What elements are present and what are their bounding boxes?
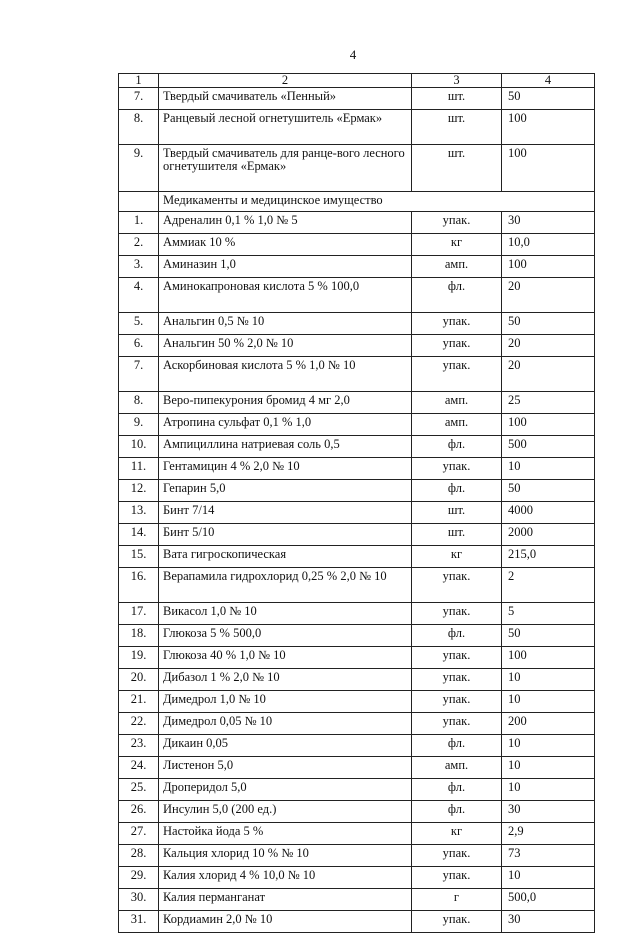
item-unit: упак. xyxy=(412,845,502,867)
item-quantity: 100 xyxy=(502,145,595,192)
table-row xyxy=(119,414,595,436)
section-header-row xyxy=(119,192,595,212)
item-name: Гентамицин 4 % 2,0 № 10 xyxy=(159,458,412,480)
row-number: 26. xyxy=(119,801,159,823)
item-quantity: 50 xyxy=(502,313,595,335)
item-unit: упак. xyxy=(412,603,502,625)
item-quantity: 25 xyxy=(502,392,595,414)
table-row xyxy=(119,713,595,735)
item-name: Твердый смачиватель для ранце-вого лесного огнетушителя «Ермак» xyxy=(159,145,412,192)
item-unit: упак. xyxy=(412,713,502,735)
row-number: 31. xyxy=(119,911,159,933)
item-name: Анальгин 0,5 № 10 xyxy=(159,313,412,335)
item-unit: кг xyxy=(412,234,502,256)
table-row xyxy=(119,335,595,357)
table-row xyxy=(119,911,595,933)
item-name: Бинт 7/14 xyxy=(159,502,412,524)
item-name: Листенон 5,0 xyxy=(159,757,412,779)
row-number: 9. xyxy=(119,145,159,192)
row-number: 17. xyxy=(119,603,159,625)
item-unit: амп. xyxy=(412,414,502,436)
row-number: 7. xyxy=(119,88,159,110)
table-row xyxy=(119,867,595,889)
item-unit: упак. xyxy=(412,568,502,603)
table-row xyxy=(119,145,595,192)
item-quantity: 30 xyxy=(502,212,595,234)
column-header-name: 2 xyxy=(159,74,412,88)
item-quantity: 73 xyxy=(502,845,595,867)
item-quantity: 100 xyxy=(502,414,595,436)
item-unit: фл. xyxy=(412,278,502,313)
row-number: 3. xyxy=(119,256,159,278)
item-unit: упак. xyxy=(412,313,502,335)
item-name: Калия перманганат xyxy=(159,889,412,911)
table-row xyxy=(119,502,595,524)
item-name: Верапамила гидрохлорид 0,25 % 2,0 № 10 xyxy=(159,568,412,603)
table-row xyxy=(119,757,595,779)
row-number: 15. xyxy=(119,546,159,568)
item-unit: фл. xyxy=(412,480,502,502)
item-quantity: 200 xyxy=(502,713,595,735)
table-row xyxy=(119,436,595,458)
item-name: Ранцевый лесной огнетушитель «Ермак» xyxy=(159,110,412,145)
table-row xyxy=(119,278,595,313)
row-number: 8. xyxy=(119,392,159,414)
item-name: Веро-пипекурония бромид 4 мг 2,0 xyxy=(159,392,412,414)
table-row xyxy=(119,256,595,278)
row-number: 2. xyxy=(119,234,159,256)
section-number-cell xyxy=(119,192,159,212)
item-unit: фл. xyxy=(412,779,502,801)
table-row xyxy=(119,546,595,568)
table-row xyxy=(119,234,595,256)
row-number: 25. xyxy=(119,779,159,801)
item-name: Калия хлорид 4 % 10,0 № 10 xyxy=(159,867,412,889)
item-quantity: 100 xyxy=(502,647,595,669)
table-row xyxy=(119,625,595,647)
row-number: 4. xyxy=(119,278,159,313)
table-row xyxy=(119,889,595,911)
item-name: Гепарин 5,0 xyxy=(159,480,412,502)
supply-table xyxy=(118,73,595,933)
row-number: 20. xyxy=(119,669,159,691)
table-row xyxy=(119,845,595,867)
item-name: Ампициллина натриевая соль 0,5 xyxy=(159,436,412,458)
item-unit: шт. xyxy=(412,524,502,546)
row-number: 23. xyxy=(119,735,159,757)
item-quantity: 30 xyxy=(502,801,595,823)
row-number: 18. xyxy=(119,625,159,647)
table-row xyxy=(119,779,595,801)
item-name: Кальция хлорид 10 % № 10 xyxy=(159,845,412,867)
row-number: 21. xyxy=(119,691,159,713)
item-quantity: 50 xyxy=(502,625,595,647)
row-number: 9. xyxy=(119,414,159,436)
item-quantity: 500 xyxy=(502,436,595,458)
item-unit: упак. xyxy=(412,335,502,357)
item-name: Адреналин 0,1 % 1,0 № 5 xyxy=(159,212,412,234)
item-quantity: 50 xyxy=(502,88,595,110)
item-quantity: 500,0 xyxy=(502,889,595,911)
item-quantity: 20 xyxy=(502,335,595,357)
item-quantity: 10 xyxy=(502,669,595,691)
item-unit: амп. xyxy=(412,256,502,278)
section-title: Медикаменты и медицинское имущество xyxy=(159,192,595,212)
table-row xyxy=(119,480,595,502)
table-row xyxy=(119,88,595,110)
row-number: 28. xyxy=(119,845,159,867)
column-header-unit: 3 xyxy=(412,74,502,88)
page-number: 4 xyxy=(349,47,357,62)
table-row xyxy=(119,691,595,713)
row-number: 11. xyxy=(119,458,159,480)
item-quantity: 10 xyxy=(502,735,595,757)
table-header-row xyxy=(119,74,595,88)
row-number: 16. xyxy=(119,568,159,603)
item-name: Анальгин 50 % 2,0 № 10 xyxy=(159,335,412,357)
row-number: 10. xyxy=(119,436,159,458)
table-row xyxy=(119,212,595,234)
item-unit: кг xyxy=(412,823,502,845)
item-unit: упак. xyxy=(412,458,502,480)
row-number: 8. xyxy=(119,110,159,145)
item-quantity: 5 xyxy=(502,603,595,625)
table-row xyxy=(119,524,595,546)
item-quantity: 10 xyxy=(502,867,595,889)
row-number: 14. xyxy=(119,524,159,546)
table-row xyxy=(119,823,595,845)
item-name: Атропина сульфат 0,1 % 1,0 xyxy=(159,414,412,436)
item-name: Глюкоза 40 % 1,0 № 10 xyxy=(159,647,412,669)
item-unit: упак. xyxy=(412,212,502,234)
item-name: Кордиамин 2,0 № 10 xyxy=(159,911,412,933)
table-row xyxy=(119,357,595,392)
item-quantity: 10 xyxy=(502,458,595,480)
item-quantity: 2,9 xyxy=(502,823,595,845)
row-number: 29. xyxy=(119,867,159,889)
item-unit: упак. xyxy=(412,691,502,713)
item-unit: амп. xyxy=(412,757,502,779)
item-unit: шт. xyxy=(412,88,502,110)
item-quantity: 2 xyxy=(502,568,595,603)
table-row xyxy=(119,801,595,823)
row-number: 22. xyxy=(119,713,159,735)
item-quantity: 10 xyxy=(502,691,595,713)
table-row xyxy=(119,735,595,757)
item-quantity: 2000 xyxy=(502,524,595,546)
item-unit: кг xyxy=(412,546,502,568)
item-name: Аскорбиновая кислота 5 % 1,0 № 10 xyxy=(159,357,412,392)
item-unit: амп. xyxy=(412,392,502,414)
item-name: Бинт 5/10 xyxy=(159,524,412,546)
item-name: Аминазин 1,0 xyxy=(159,256,412,278)
item-quantity: 215,0 xyxy=(502,546,595,568)
item-unit: г xyxy=(412,889,502,911)
item-unit: упак. xyxy=(412,647,502,669)
item-unit: фл. xyxy=(412,625,502,647)
item-quantity: 10 xyxy=(502,757,595,779)
item-unit: упак. xyxy=(412,911,502,933)
item-name: Дроперидол 5,0 xyxy=(159,779,412,801)
row-number: 5. xyxy=(119,313,159,335)
item-quantity: 20 xyxy=(502,357,595,392)
table-row xyxy=(119,110,595,145)
table-row xyxy=(119,603,595,625)
table-row xyxy=(119,669,595,691)
item-unit: упак. xyxy=(412,867,502,889)
item-quantity: 50 xyxy=(502,480,595,502)
item-name: Инсулин 5,0 (200 ед.) xyxy=(159,801,412,823)
table-row xyxy=(119,392,595,414)
item-unit: фл. xyxy=(412,801,502,823)
row-number: 30. xyxy=(119,889,159,911)
table-row xyxy=(119,458,595,480)
item-unit: шт. xyxy=(412,502,502,524)
item-name: Вата гигроскопическая xyxy=(159,546,412,568)
item-name: Глюкоза 5 % 500,0 xyxy=(159,625,412,647)
row-number: 27. xyxy=(119,823,159,845)
item-unit: шт. xyxy=(412,110,502,145)
item-unit: упак. xyxy=(412,669,502,691)
item-quantity: 10 xyxy=(502,779,595,801)
table-row xyxy=(119,568,595,603)
row-number: 7. xyxy=(119,357,159,392)
item-name: Аминокапроновая кислота 5 % 100,0 xyxy=(159,278,412,313)
item-quantity: 100 xyxy=(502,256,595,278)
item-unit: фл. xyxy=(412,735,502,757)
item-quantity: 30 xyxy=(502,911,595,933)
item-quantity: 20 xyxy=(502,278,595,313)
item-quantity: 100 xyxy=(502,110,595,145)
row-number: 1. xyxy=(119,212,159,234)
row-number: 24. xyxy=(119,757,159,779)
row-number: 19. xyxy=(119,647,159,669)
table-body xyxy=(119,74,595,933)
row-number: 6. xyxy=(119,335,159,357)
item-name: Аммиак 10 % xyxy=(159,234,412,256)
table-row xyxy=(119,647,595,669)
item-name: Твердый смачиватель «Пенный» xyxy=(159,88,412,110)
column-header-quantity: 4 xyxy=(502,74,595,88)
row-number: 12. xyxy=(119,480,159,502)
item-quantity: 4000 xyxy=(502,502,595,524)
item-unit: фл. xyxy=(412,436,502,458)
item-name: Викасол 1,0 № 10 xyxy=(159,603,412,625)
item-unit: шт. xyxy=(412,145,502,192)
item-name: Настойка йода 5 % xyxy=(159,823,412,845)
item-name: Дибазол 1 % 2,0 № 10 xyxy=(159,669,412,691)
item-name: Дикаин 0,05 xyxy=(159,735,412,757)
item-quantity: 10,0 xyxy=(502,234,595,256)
table-row xyxy=(119,313,595,335)
row-number: 13. xyxy=(119,502,159,524)
column-header-number: 1 xyxy=(119,74,159,88)
item-name: Димедрол 0,05 № 10 xyxy=(159,713,412,735)
item-name: Димедрол 1,0 № 10 xyxy=(159,691,412,713)
item-unit: упак. xyxy=(412,357,502,392)
